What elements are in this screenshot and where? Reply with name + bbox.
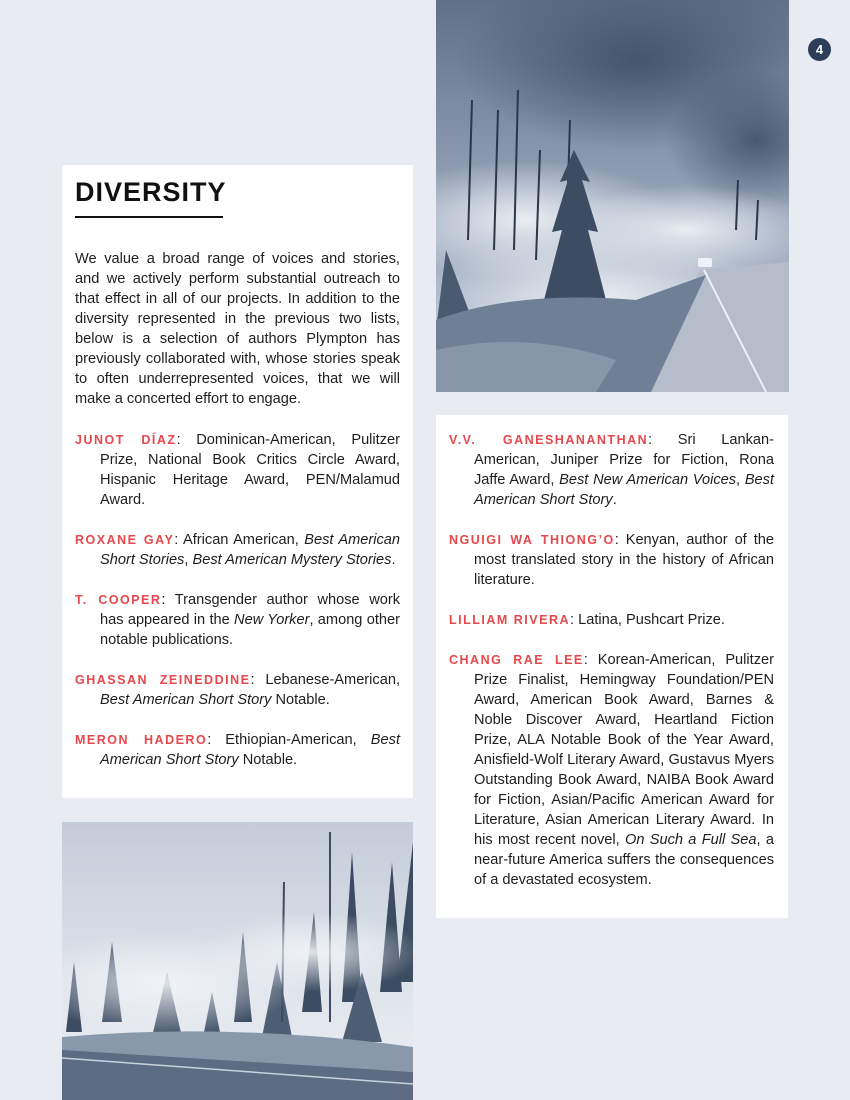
author-name: CHANG RAE LEE bbox=[449, 653, 584, 667]
author-entry bbox=[75, 430, 400, 510]
author-name: ROXANE GAY bbox=[75, 533, 175, 547]
author-entry bbox=[449, 530, 774, 590]
diversity-card bbox=[62, 165, 413, 798]
publication-title: Best American Short Story bbox=[100, 692, 272, 708]
author-description: : Lebanese-American, bbox=[250, 672, 400, 688]
author-description: . bbox=[391, 552, 396, 568]
author-description: : Ethiopian-American, bbox=[207, 732, 371, 748]
author-entry bbox=[75, 730, 400, 770]
intro-paragraph: We value a broad range of voices and stories, and we actively perform substantial outreach to that effect in all of our projects. In addition to the diversity represented in the previous two lists, below is a selection of authors Plympton has previously collaborated with, whose stories speak to often underrepresented voices, that we will make a concerted effort to engage. bbox=[75, 251, 400, 407]
publication-title: Best American Short Story bbox=[100, 732, 400, 768]
publication-title: New Yorker bbox=[234, 612, 310, 628]
author-name: GHASSAN ZEINEDDINE bbox=[75, 673, 251, 687]
author-list-right bbox=[449, 430, 774, 910]
title-underline bbox=[75, 216, 223, 218]
author-description: , bbox=[736, 472, 745, 488]
author-name: NGUIGI WA THIONG’O bbox=[449, 533, 615, 547]
author-description: Notable. bbox=[271, 692, 330, 708]
publication-title: Best New American Voices bbox=[559, 472, 737, 488]
author-description: . bbox=[612, 492, 617, 508]
author-entry bbox=[449, 610, 774, 630]
author-description: : Kenyan, author of the most translated story in the history of African literature. bbox=[474, 532, 774, 588]
author-description: : Korean-American, Pulitzer Prize Finalist, Hemingway Foundation/PEN Award, American Book Award, Barnes & Noble Discover Award, Heartland Fiction Prize, ALA Notable Book of the Year Award, Anisfield-Wolf Literary Award, Gustavus Myers Outstanding Book Award, NAIBA Book Award for Fiction, Asian/Pacific American Award for Literature, Asian American Literary Award. In his most recent novel, bbox=[474, 652, 774, 848]
author-name: LILLIAM RIVERA bbox=[449, 613, 570, 627]
author-name: MERON HADERO bbox=[75, 733, 208, 747]
author-card-right bbox=[436, 415, 788, 918]
author-description: , among other notable publications. bbox=[100, 612, 400, 648]
author-name: V.V. GANESHANANTHAN bbox=[449, 433, 649, 447]
publication-title: Best American Mystery Stories bbox=[192, 552, 392, 568]
author-description: , bbox=[184, 552, 193, 568]
author-name: T. COOPER bbox=[75, 593, 162, 607]
author-description: : Dominican-American, Pulitzer Prize, National Book Critics Circle Award, Hispanic Heritage Award, PEN/Malamud Award. bbox=[100, 432, 400, 508]
forest-fire-road-photo bbox=[436, 0, 789, 392]
author-description: Notable. bbox=[238, 752, 298, 768]
author-entry bbox=[449, 430, 774, 510]
author-name: JUNOT DÍAZ bbox=[75, 433, 177, 447]
author-description: : Transgender author whose work has appeared in the bbox=[100, 592, 401, 628]
author-entry bbox=[449, 650, 774, 890]
publication-title: On Such a Full Sea bbox=[624, 832, 757, 848]
author-description: : African American, bbox=[174, 532, 305, 548]
section-title: DIVERSITY bbox=[75, 177, 227, 207]
author-list-left bbox=[75, 430, 400, 790]
publication-title: Best American Short Story bbox=[474, 472, 775, 508]
author-entry bbox=[75, 590, 400, 650]
author-description: : Sri Lankan-American, Juniper Prize for Fiction, Rona Jaffe Award, bbox=[474, 432, 774, 488]
publication-title: Best American Short Stories bbox=[100, 532, 400, 568]
author-entry bbox=[75, 670, 400, 710]
author-entry bbox=[75, 530, 400, 570]
author-description: : Latina, Pushcart Prize. bbox=[570, 612, 725, 628]
misty-forest-road-photo bbox=[62, 822, 413, 1100]
author-description: , a near-future America suffers the consequences of a devastated ecosystem. bbox=[474, 832, 774, 888]
page-number-badge: 4 bbox=[808, 38, 831, 61]
